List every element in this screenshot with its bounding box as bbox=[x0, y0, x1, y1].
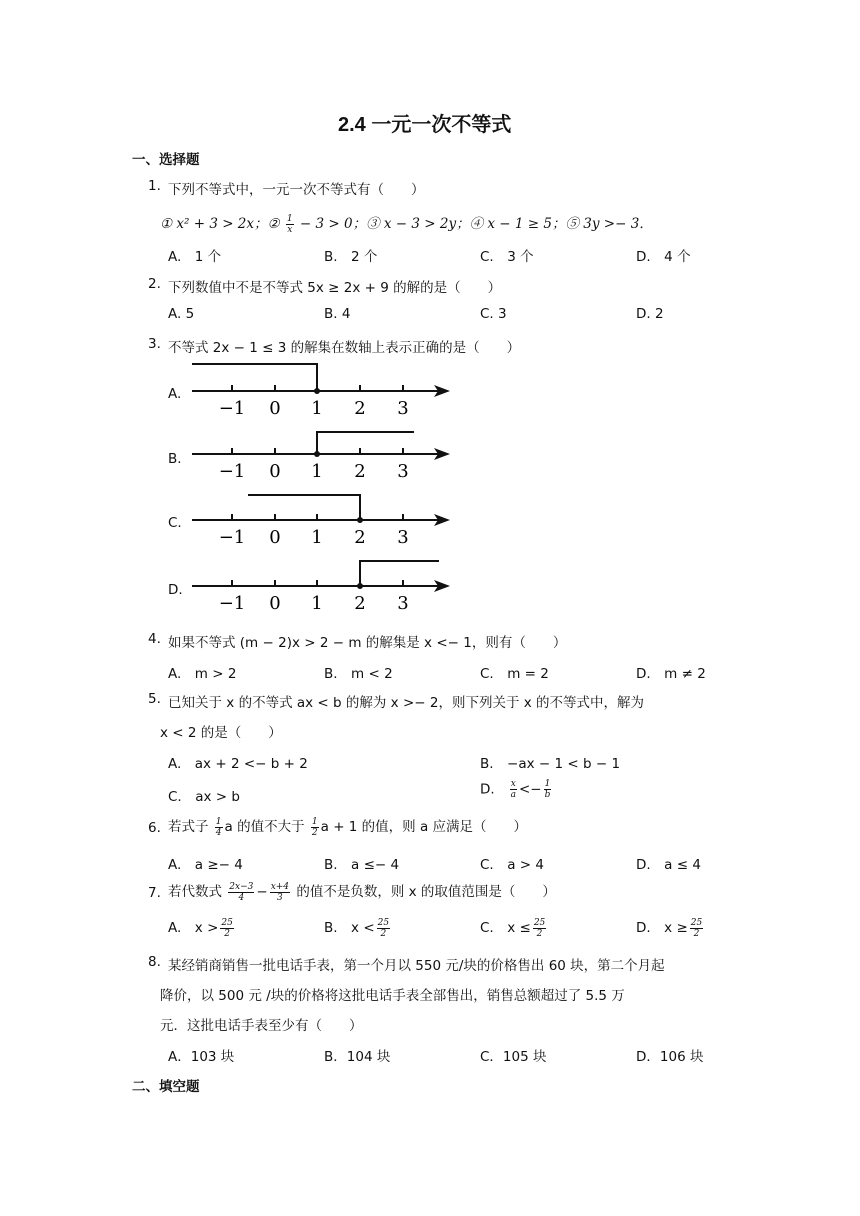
minus-operator: − bbox=[256, 884, 268, 900]
solution-bracket bbox=[248, 495, 360, 520]
fraction-denominator: b bbox=[544, 790, 551, 800]
stem-text: 的值不是负数，则 x 的取值范围是（ ） bbox=[292, 884, 556, 900]
fraction-denominator: 2 bbox=[380, 928, 387, 939]
tick-label: 3 bbox=[397, 461, 409, 482]
fraction-numerator: x bbox=[510, 779, 516, 789]
question-1-option-d: D. 4 个 bbox=[636, 249, 691, 265]
question-4-stem: 如果不等式 (m − 2)x > 2 − m 的解集是 x <− 1，则有（ ） bbox=[168, 635, 567, 651]
question-2-option-b: B. 4 bbox=[324, 306, 351, 322]
stem-text: a + 1 的值，则 a 应满足（ ） bbox=[320, 819, 528, 835]
number-line-c-svg bbox=[192, 489, 462, 549]
fraction-denominator: 3 bbox=[276, 892, 283, 903]
question-4-option-a: A. m > 2 bbox=[168, 666, 237, 682]
tick-label: 1 bbox=[311, 527, 323, 548]
question-2-number: 2. bbox=[148, 276, 161, 292]
tick-label: 0 bbox=[269, 527, 281, 548]
option-text: A. x > bbox=[168, 920, 219, 936]
question-4-option-d: D. m ≠ 2 bbox=[636, 666, 706, 682]
fraction-25-over-2 bbox=[690, 918, 703, 939]
question-1-items-head: ① x² + 3 > 2x；② bbox=[160, 216, 284, 232]
question-2-option-c: C. 3 bbox=[480, 306, 507, 322]
question-7-option-c bbox=[480, 916, 548, 939]
question-6-stem bbox=[168, 815, 527, 838]
question-1-stem: 下列不等式中，一元一次不等式有（ ） bbox=[168, 182, 425, 198]
fraction-numerator: 1 bbox=[544, 779, 551, 789]
number-line-c bbox=[192, 489, 462, 549]
fraction-numerator: 2x−3 bbox=[229, 881, 254, 892]
question-6-option-a: A. a ≥− 4 bbox=[168, 857, 243, 873]
tick-label: −1 bbox=[218, 461, 246, 482]
section-heading-choice: 一、选择题 bbox=[132, 152, 200, 168]
tick-label: 3 bbox=[397, 593, 409, 614]
question-8-line1: 某经销商销售一批电话手表，第一个月以 550 元/块的价格售出 60 块，第二个月起 bbox=[168, 958, 665, 974]
question-8-option-a: A．103 块 bbox=[168, 1049, 235, 1065]
stem-text: 若代数式 bbox=[168, 884, 227, 900]
question-3-number: 3. bbox=[148, 336, 161, 352]
tick-label: 2 bbox=[354, 461, 366, 482]
fraction-numerator: x+4 bbox=[270, 881, 290, 892]
question-8-line2: 降价，以 500 元 /块的价格将这批电话手表全部售出，销售总额超过了 5.5 万 bbox=[160, 988, 625, 1004]
question-1-items-tail: − 3 > 0；③ x − 3 > 2y；④ x − 1 ≥ 5；⑤ 3y >− 3． bbox=[295, 216, 653, 232]
question-1-option-c: C. 3 个 bbox=[480, 249, 534, 265]
question-2-stem: 下列数值中不是不等式 5x ≥ 2x + 9 的解的是（ ） bbox=[168, 280, 502, 296]
number-line-d bbox=[192, 555, 462, 615]
stem-text: a 的值不大于 bbox=[224, 819, 309, 835]
solid-point bbox=[357, 583, 363, 589]
question-8-number: 8. bbox=[148, 954, 161, 970]
question-5-option-d bbox=[480, 779, 553, 800]
question-3-stem: 不等式 2x − 1 ≤ 3 的解集在数轴上表示正确的是（ ） bbox=[168, 340, 521, 356]
question-7-option-b bbox=[324, 916, 392, 939]
fraction-1-over-b bbox=[544, 779, 552, 800]
number-line-a bbox=[192, 360, 462, 420]
tick-label: 1 bbox=[311, 593, 323, 614]
stem-text: 若式子 bbox=[168, 819, 213, 835]
fraction-denominator: 4 bbox=[215, 827, 222, 838]
fraction-25-over-2 bbox=[220, 918, 233, 939]
question-7-option-d bbox=[636, 916, 705, 939]
question-4-option-b: B. m < 2 bbox=[324, 666, 393, 682]
question-5-stem-line2: x < 2 的是（ ） bbox=[160, 725, 282, 741]
question-6-option-c: C. a > 4 bbox=[480, 857, 544, 873]
question-2-option-d: D. 2 bbox=[636, 306, 664, 322]
question-6-option-d: D. a ≤ 4 bbox=[636, 857, 701, 873]
tick-label: 0 bbox=[269, 398, 281, 419]
tick-label: 1 bbox=[311, 398, 323, 419]
fraction-numerator: 1 bbox=[311, 816, 318, 827]
question-6-option-b: B. a ≤− 4 bbox=[324, 857, 400, 873]
option-text: D. x ≥ bbox=[636, 920, 688, 936]
fraction-numerator: 25 bbox=[690, 917, 703, 928]
fraction-numerator: 1 bbox=[286, 213, 293, 224]
fraction-2x-3-over-4 bbox=[228, 882, 254, 903]
fraction-25-over-2 bbox=[533, 918, 546, 939]
fraction-denominator: 2 bbox=[224, 928, 230, 939]
fraction-numerator: 25 bbox=[221, 917, 233, 928]
fraction-numerator: 25 bbox=[533, 917, 546, 928]
fraction-one-quarter bbox=[215, 817, 223, 838]
question-5-number: 5. bbox=[148, 691, 161, 707]
question-3-option-b-label: B. bbox=[168, 451, 182, 467]
option-d-operator: <− bbox=[518, 781, 542, 798]
fraction-denominator: x bbox=[287, 224, 293, 235]
question-7-option-a bbox=[168, 916, 236, 939]
fraction-denominator: 4 bbox=[238, 892, 245, 903]
question-1-number: 1. bbox=[148, 178, 161, 194]
question-5-option-b: B. −ax − 1 < b − 1 bbox=[480, 756, 621, 772]
tick-label: 3 bbox=[397, 527, 409, 548]
question-2-option-a: A. 5 bbox=[168, 306, 195, 322]
question-1-option-b: B. 2 个 bbox=[324, 249, 378, 265]
fraction-x-over-a bbox=[510, 779, 517, 800]
tick-label: 2 bbox=[354, 398, 366, 419]
solid-point bbox=[314, 451, 320, 457]
fraction-one-half bbox=[311, 817, 319, 838]
solution-bracket bbox=[317, 432, 414, 454]
question-8-option-b: B．104 块 bbox=[324, 1049, 391, 1065]
question-3-option-c-label: C. bbox=[168, 515, 182, 531]
question-8-option-c: C．105 块 bbox=[480, 1049, 547, 1065]
question-5-option-a: A. ax + 2 <− b + 2 bbox=[168, 756, 308, 772]
tick-label: 1 bbox=[311, 461, 323, 482]
tick-label: −1 bbox=[218, 527, 246, 548]
question-5-option-c: C. ax > b bbox=[168, 789, 240, 805]
option-d-label: D. bbox=[480, 781, 495, 798]
question-8-option-d: D．106 块 bbox=[636, 1049, 704, 1065]
number-line-d-svg bbox=[192, 555, 462, 615]
fraction-numerator: 1 bbox=[215, 816, 222, 827]
fraction-denominator: 2 bbox=[311, 827, 318, 838]
question-1-fraction bbox=[286, 214, 294, 235]
question-4-number: 4. bbox=[148, 631, 161, 647]
section-heading-fill: 二、填空题 bbox=[132, 1079, 200, 1095]
page-title: 2.4 一元一次不等式 bbox=[338, 114, 512, 136]
number-line-b bbox=[192, 423, 462, 483]
solution-bracket bbox=[192, 364, 317, 391]
solution-bracket bbox=[360, 561, 439, 586]
tick-label: 2 bbox=[354, 593, 366, 614]
number-line-b-svg bbox=[192, 423, 462, 483]
fraction-denominator: 2 bbox=[693, 928, 700, 939]
option-text: B. x < bbox=[324, 920, 375, 936]
question-1-items bbox=[160, 212, 653, 235]
fraction-denominator: a bbox=[510, 790, 516, 800]
question-1-option-a: A. 1 个 bbox=[168, 249, 222, 265]
question-5-stem-line1: 已知关于 x 的不等式 ax < b 的解为 x >− 2，则下列关于 x 的不等式中，解为 bbox=[168, 695, 645, 711]
tick-label: 2 bbox=[354, 527, 366, 548]
fraction-x4-over-3 bbox=[270, 882, 290, 903]
question-4-option-c: C. m = 2 bbox=[480, 666, 549, 682]
tick-label: −1 bbox=[218, 398, 246, 419]
tick-label: 0 bbox=[269, 593, 281, 614]
question-3-option-a-label: A. bbox=[168, 386, 182, 402]
question-7-stem bbox=[168, 880, 556, 903]
fraction-denominator: 2 bbox=[536, 928, 543, 939]
solid-point bbox=[314, 388, 320, 394]
question-7-number: 7. bbox=[148, 885, 161, 901]
question-8-line3: 元．这批电话手表至少有（ ） bbox=[160, 1018, 363, 1034]
solid-point bbox=[357, 517, 363, 523]
fraction-numerator: 25 bbox=[377, 917, 390, 928]
option-text: C. x ≤ bbox=[480, 920, 531, 936]
number-line-a-svg bbox=[192, 360, 462, 420]
tick-label: 3 bbox=[397, 398, 409, 419]
question-6-number: 6. bbox=[148, 820, 161, 836]
fraction-25-over-2 bbox=[377, 918, 390, 939]
tick-label: −1 bbox=[218, 593, 246, 614]
tick-label: 0 bbox=[269, 461, 281, 482]
question-3-option-d-label: D. bbox=[168, 582, 183, 598]
